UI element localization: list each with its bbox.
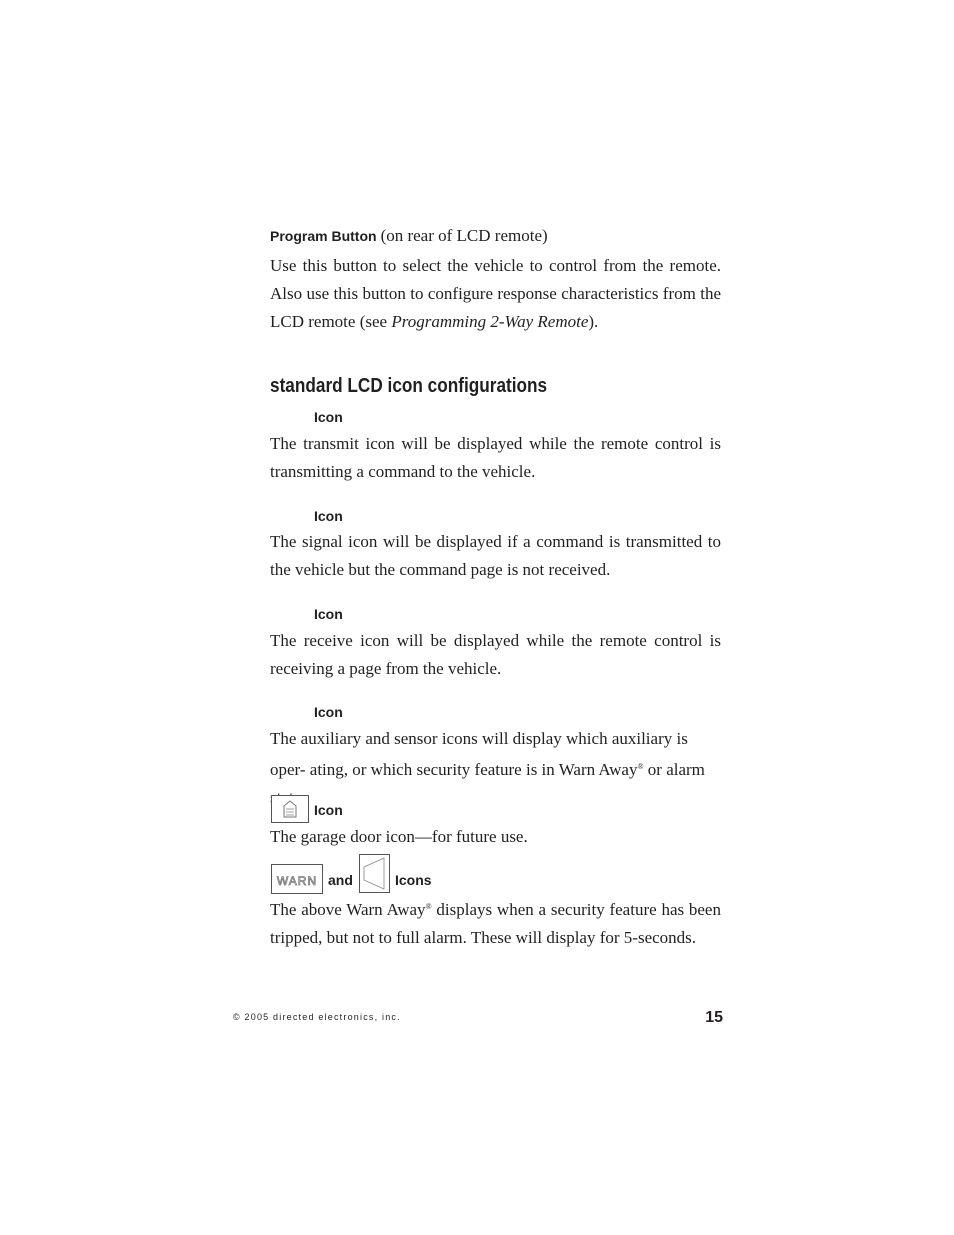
- aux-registered-mark: ®: [637, 762, 644, 771]
- aux-text-post: or alarm: [647, 760, 705, 779]
- receive-icon-description: The receive icon will be displayed while the remote control is receiving a page from the vehicle.: [270, 631, 721, 678]
- program-button-description: [270, 252, 721, 336]
- transmit-icon-description: The transmit icon will be displayed while the remote control is transmitting a command to the vehicle.: [270, 434, 721, 481]
- warn-icons-label: Icons: [395, 872, 432, 888]
- signal-icon-description: The signal icon will be displayed if a command is transmitted to the vehicle but the command page is not received.: [270, 532, 721, 579]
- garage-icon-description: The garage door icon—for future use.: [270, 827, 528, 846]
- garage-icon-label: Icon: [314, 802, 343, 818]
- receive-icon-label: Icon: [314, 606, 343, 622]
- speaker-icon: [359, 854, 390, 893]
- warn-and-label: and: [328, 872, 353, 888]
- auxiliary-icon-description: [270, 725, 721, 812]
- warn-text-pre: The above Warn Away: [270, 900, 426, 919]
- warn-text-post: displays when a security feature has been tripped, but not to full alarm. These will display for 5-seconds.: [270, 900, 721, 947]
- warn-icon-text: WARN: [276, 874, 318, 888]
- warn-away-description: [270, 893, 721, 952]
- transmit-icon-label: Icon: [314, 409, 343, 425]
- aux-text-pre: The auxiliary and sensor icons will display which auxiliary is oper- ating, or which security feature is in Warn Away: [270, 729, 688, 779]
- page-number: 15: [705, 1009, 723, 1026]
- warn-registered-mark: ®: [425, 902, 432, 911]
- footer-copyright: © 2005 directed electronics, inc.: [233, 1012, 401, 1022]
- section-title: standard LCD icon configurations: [270, 375, 548, 397]
- signal-icon-label: Icon: [314, 508, 343, 524]
- garage-door-icon: [271, 795, 309, 823]
- warn-icon: [271, 864, 323, 894]
- program-body-reference: Programming 2-Way Remote: [391, 312, 589, 331]
- auxiliary-icon-label: Icon: [314, 704, 343, 720]
- program-body-pre: Use this button to select the vehicle to control from the remote. Also use this button to configure response characteristics from the LCD remote (see: [270, 256, 721, 331]
- program-button-note: (on rear of LCD remote): [380, 226, 548, 245]
- program-button-heading: [270, 226, 721, 246]
- program-body-post: ).: [588, 312, 599, 331]
- program-button-label: Program Button: [270, 228, 377, 244]
